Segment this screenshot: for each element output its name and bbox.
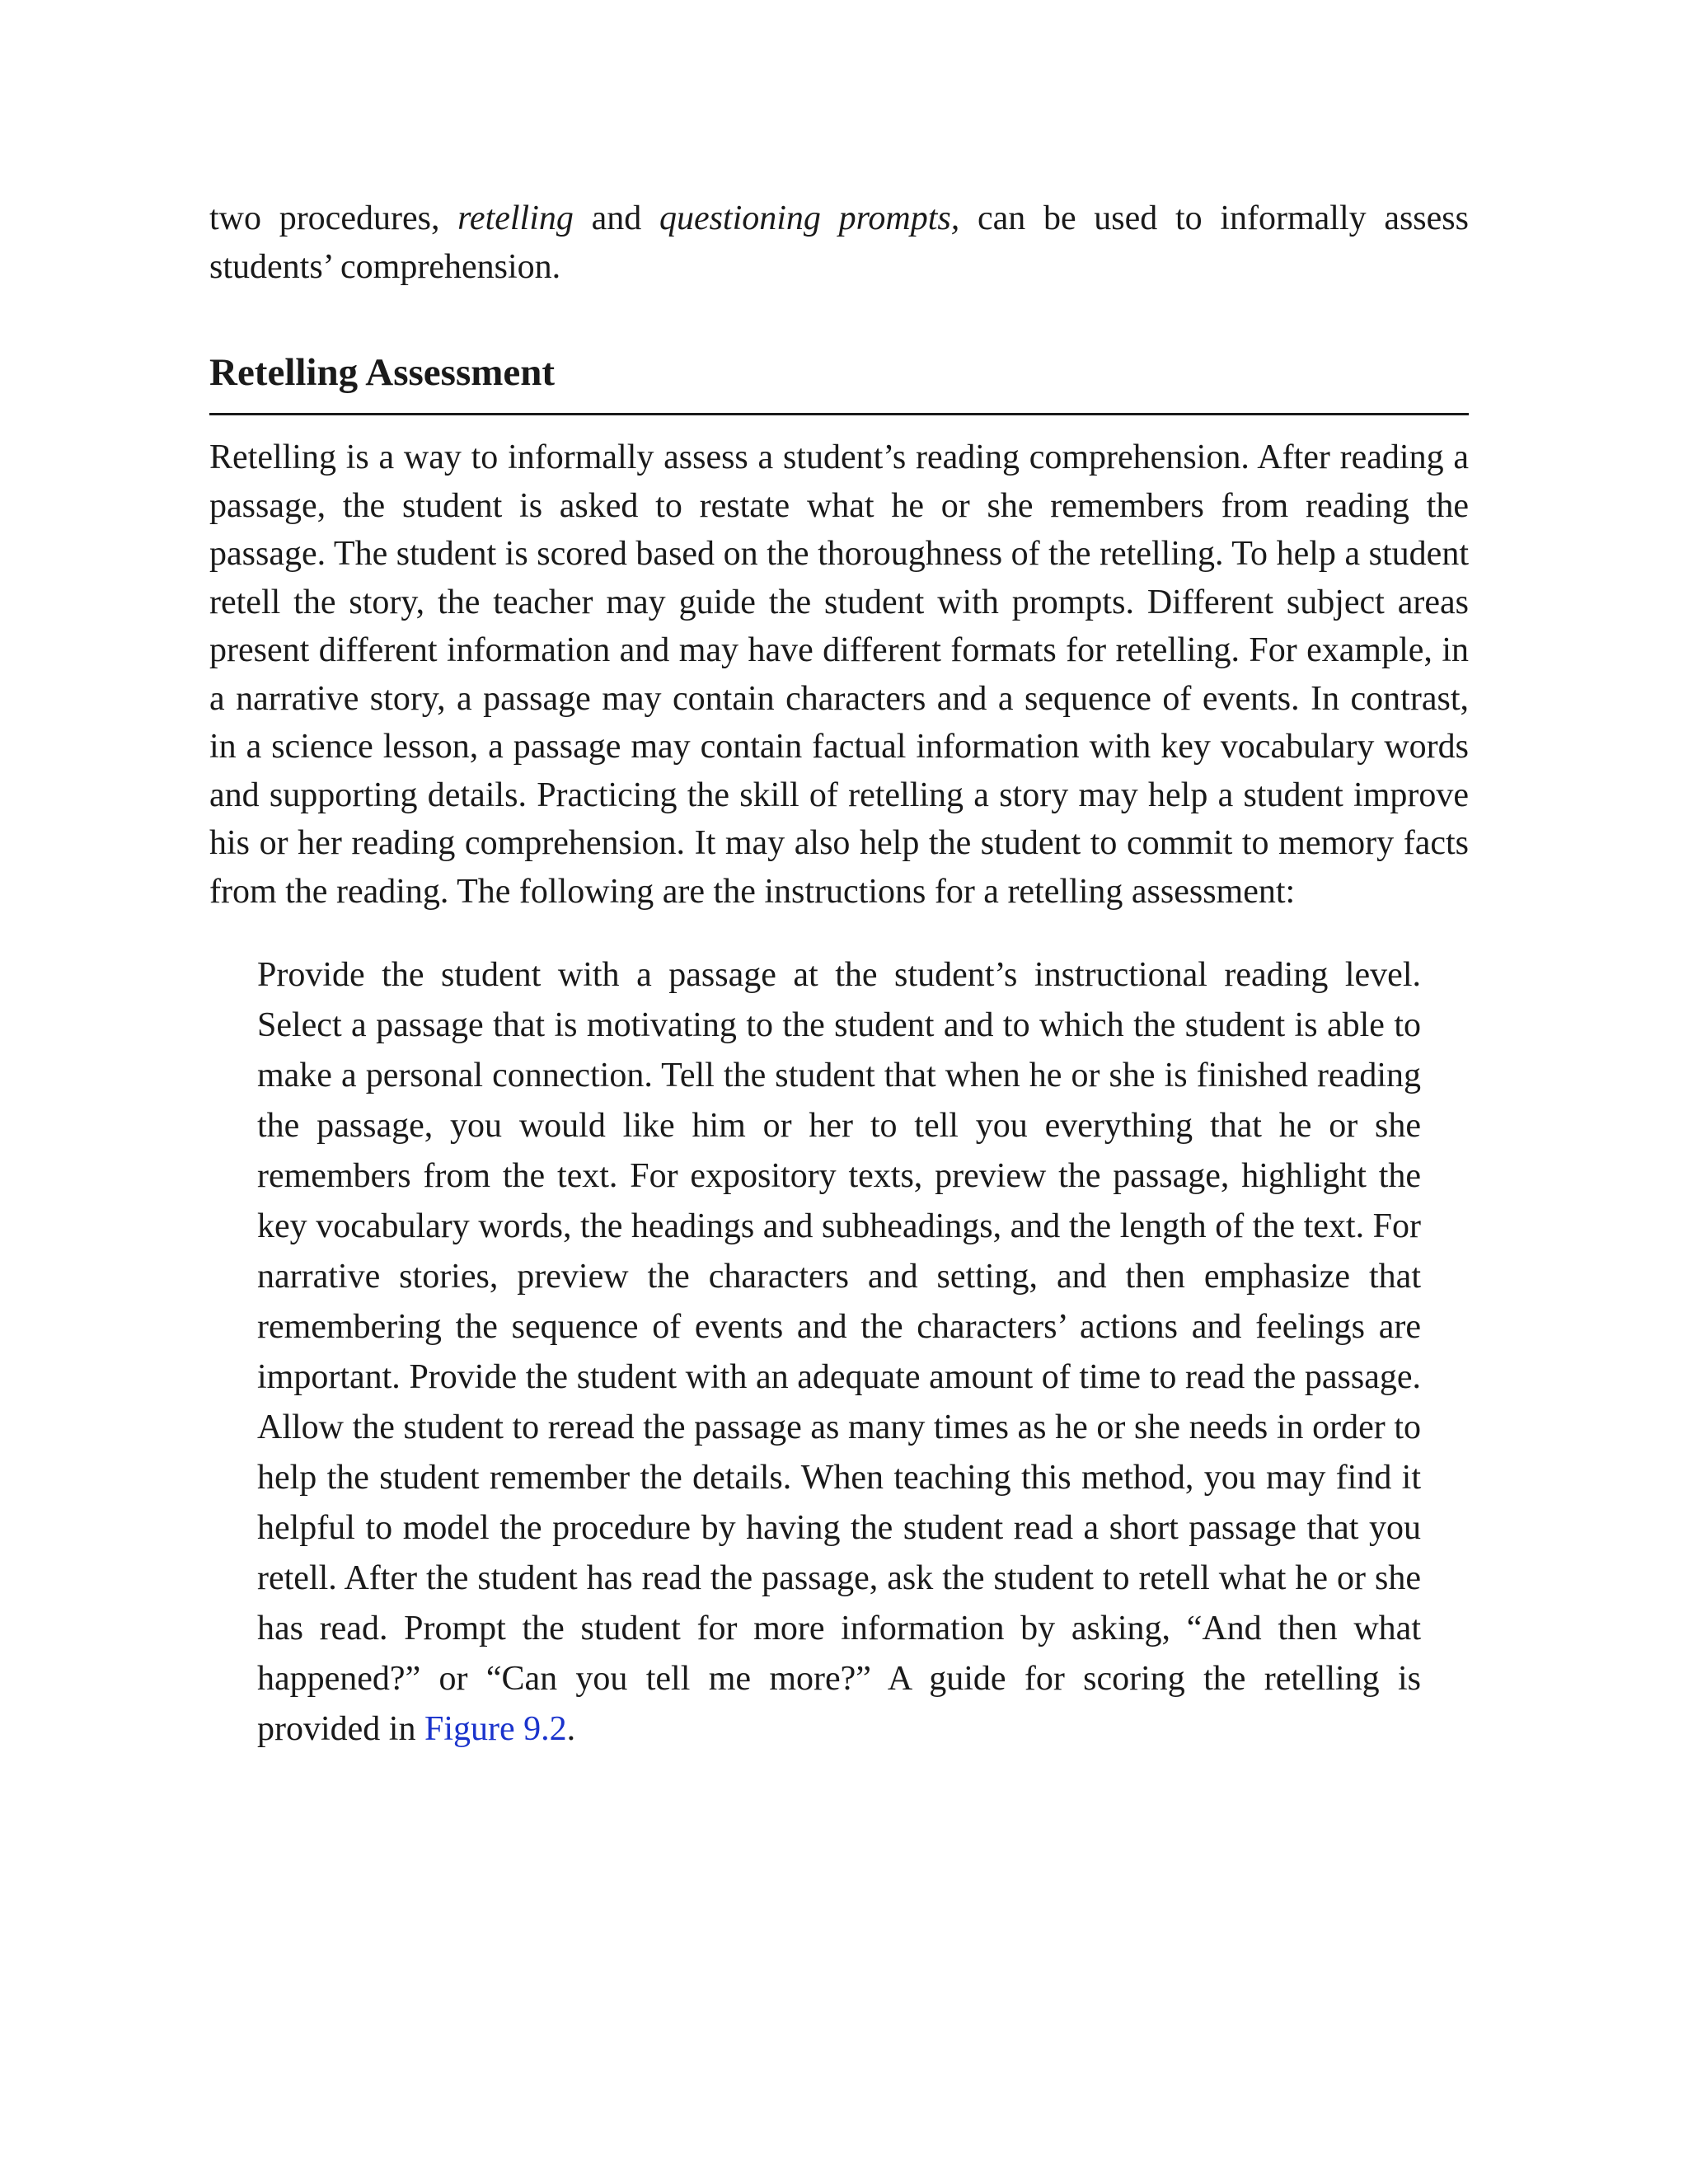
instructions-text: Provide the student with a passage at the student’s instructional reading level. Select a passage that is motivating to the student and to which the student is able to make a personal connection. Tell the student that when he or she is finished reading the passage, you would like him or her to tell you everything that he or she remembers from the text. For expository texts, preview the passage, highlight the key vocabulary words, the headings and subheadings, and the length of the text. For narrative stories, preview the characters and setting, and then emphasize that remembering the sequence of events and the characters’ actions and feelings are important. Provide the student with an adequate amount of time to read the passage. Allow the student to reread the passage as many times as he or she needs in order to help the student remember the details. When teaching this method, you may find it helpful to model the procedure by having the student read a short passage that you retell. After the student has read the passage, ask the student to retell what he or she has read. Prompt the student for more information by asking, “And then what happened?” or “Can you tell me more?” A guide for scoring the retelling is provided in: [257, 956, 1421, 1748]
instructions-end: .: [566, 1710, 576, 1748]
intro-connector: and: [573, 199, 659, 237]
document-page: [209, 194, 1469, 1755]
retelling-body-paragraph: Retelling is a way to informally assess a student’s reading comprehension. After reading a passage, the student is asked to restate what he or she remembers from reading the passage. The student is scored based on the thoroughness of the retelling. To help a student retell the story, the teacher may guide the student with prompts. Different subject areas present different information and may have different formats for retelling. For example, in a narrative story, a passage may contain characters and a sequence of events. In contrast, in a science lesson, a passage may contain factual information with key vocabulary words and supporting details. Practicing the skill of retelling a story may help a student improve his or her reading comprehension. It may also help the student to commit to memory facts from the reading. The following are the instructions for a retelling assessment:: [209, 438, 1469, 911]
term-questioning-prompts: questioning prompts,: [659, 199, 960, 237]
intro-prefix: two procedures,: [209, 199, 458, 237]
instructions-block: [257, 950, 1421, 1755]
intro-suffix: can be used to informally assess students’ comprehension.: [209, 199, 1469, 286]
section-heading: Retelling Assessment: [209, 349, 1469, 415]
figure-link[interactable]: Figure 9.2: [424, 1710, 567, 1748]
term-retelling: retelling: [457, 199, 574, 237]
intro-paragraph: [209, 194, 1469, 291]
